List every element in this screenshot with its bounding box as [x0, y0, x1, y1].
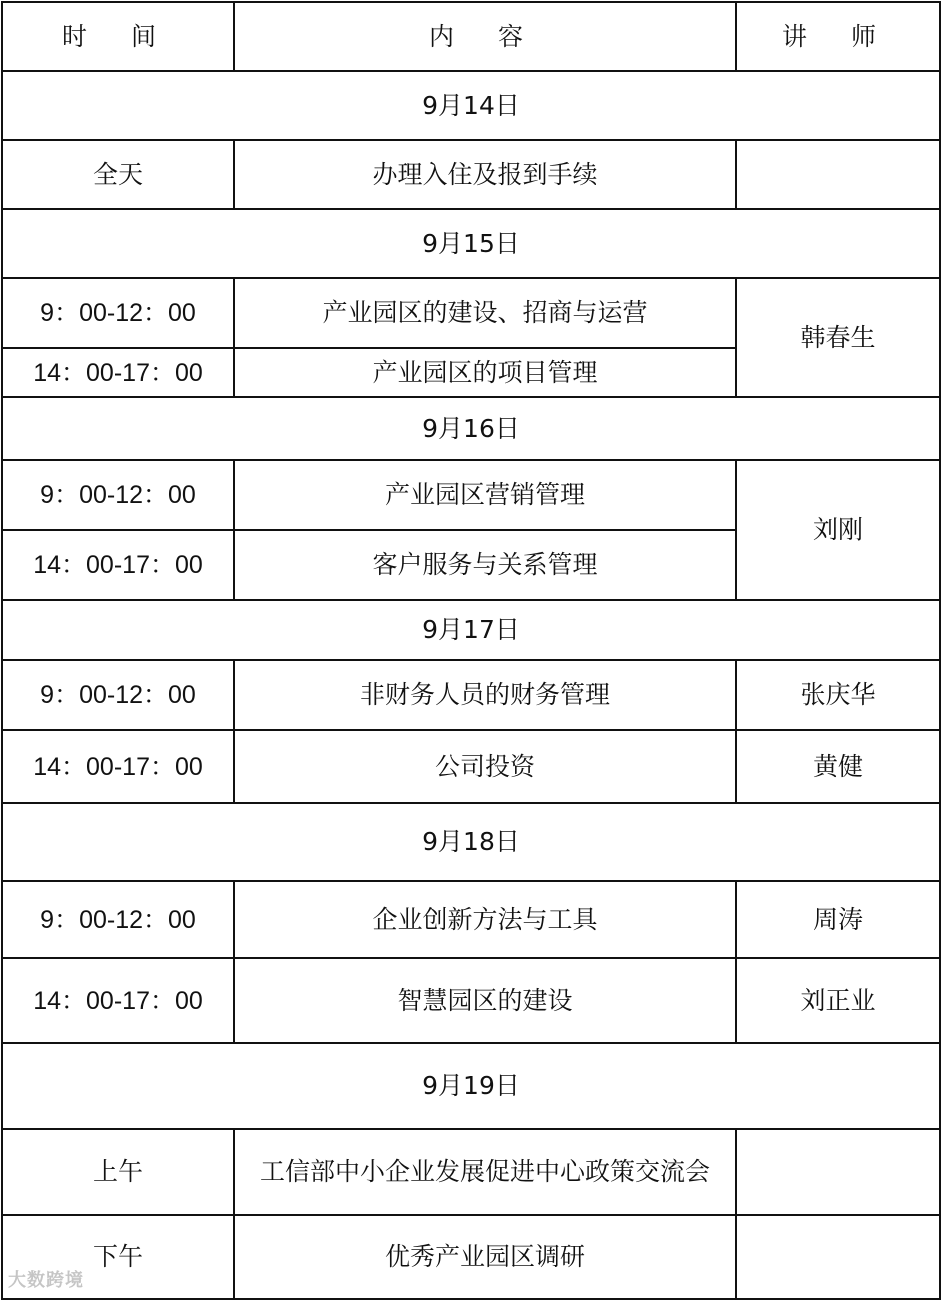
day-date: 9月18日: [2, 803, 940, 881]
day-row: [2, 1043, 940, 1129]
session-time: 上午: [2, 1129, 234, 1215]
header-time: 时 间: [2, 2, 234, 71]
session-time: 9：00-12：00: [2, 278, 234, 348]
session-content: 优秀产业园区调研: [234, 1215, 736, 1299]
session-teacher: 刘刚: [736, 460, 940, 600]
session-content: 企业创新方法与工具: [234, 881, 736, 958]
session-teacher: 周涛: [736, 881, 940, 958]
session-row: [2, 1215, 940, 1299]
session-row: [2, 730, 940, 803]
session-teacher: 韩春生: [736, 278, 940, 397]
session-row: [2, 460, 940, 530]
session-time: 9：00-12：00: [2, 881, 234, 958]
header-row: [2, 2, 940, 71]
session-row: [2, 1129, 940, 1215]
session-content: 公司投资: [234, 730, 736, 803]
session-content: 办理入住及报到手续: [234, 140, 736, 209]
day-date: 9月17日: [2, 600, 940, 660]
session-time: 9：00-12：00: [2, 660, 234, 730]
day-row: [2, 209, 940, 278]
session-row: [2, 958, 940, 1043]
day-date: 9月19日: [2, 1043, 940, 1129]
session-time: 14：00-17：00: [2, 730, 234, 803]
day-row: [2, 397, 940, 460]
day-row: [2, 600, 940, 660]
day-date: 9月14日: [2, 71, 940, 140]
session-content: 产业园区的建设、招商与运营: [234, 278, 736, 348]
session-time: 全天: [2, 140, 234, 209]
session-teacher: [736, 1129, 940, 1215]
session-time: 14：00-17：00: [2, 348, 234, 397]
session-time: 9：00-12：00: [2, 460, 234, 530]
session-content: 产业园区的项目管理: [234, 348, 736, 397]
session-time: 下午: [2, 1215, 234, 1299]
session-row: [2, 140, 940, 209]
session-content: 客户服务与关系管理: [234, 530, 736, 600]
training-schedule-table: [1, 1, 941, 1300]
session-teacher: [736, 140, 940, 209]
header-teacher: 讲 师: [736, 2, 940, 71]
session-row: [2, 881, 940, 958]
session-content: 智慧园区的建设: [234, 958, 736, 1043]
day-row: [2, 71, 940, 140]
day-date: 9月16日: [2, 397, 940, 460]
session-teacher: 刘正业: [736, 958, 940, 1043]
session-row: [2, 660, 940, 730]
session-time: 14：00-17：00: [2, 958, 234, 1043]
session-content: 产业园区营销管理: [234, 460, 736, 530]
session-content: 工信部中小企业发展促进中心政策交流会: [234, 1129, 736, 1215]
day-row: [2, 803, 940, 881]
session-teacher: 张庆华: [736, 660, 940, 730]
session-time: 14：00-17：00: [2, 530, 234, 600]
session-row: [2, 278, 940, 348]
header-content: 内 容: [234, 2, 736, 71]
day-date: 9月15日: [2, 209, 940, 278]
session-teacher: 黄健: [736, 730, 940, 803]
session-teacher: [736, 1215, 940, 1299]
session-content: 非财务人员的财务管理: [234, 660, 736, 730]
watermark: 大数跨境: [8, 1270, 84, 1291]
